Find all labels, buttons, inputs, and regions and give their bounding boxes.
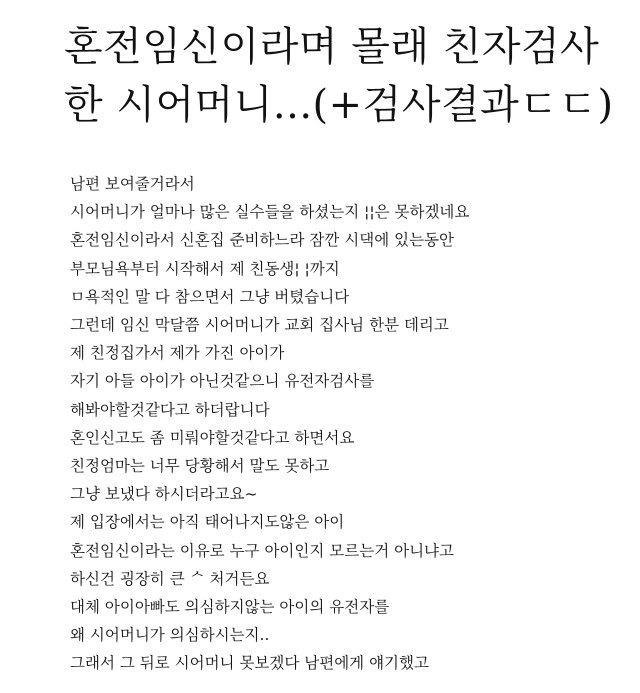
body-line: 그냥 보냈다 하시더라고요~ <box>70 485 258 504</box>
post-title <box>64 18 624 134</box>
body-line: 왜 시어머니가 의심하시는지.. <box>70 626 270 645</box>
body-line: 대체 아이아빠도 의심하지않는 아이의 유전자를 <box>70 598 390 617</box>
body-line: 그래서 그 뒤로 시어머니 못보겠다 남편에게 얘기했고 <box>70 654 429 673</box>
body-line: 시어머니가 얼마나 많은 실수들을 하셨는지 ¦¦은 못하겠네요 <box>70 203 470 222</box>
body-line: 해봐야할것같다고 하더랍니다 <box>70 400 270 419</box>
body-line: 남편 보여줄거라서 <box>70 175 195 193</box>
body-line: 친정엄마는 너무 당황해서 말도 못하고 <box>70 457 330 476</box>
body-line: 자기 아들 아이가 아닌것같으니 유전자검사를 <box>70 372 375 391</box>
body-line: 그런데 임신 막달쯤 시어머니가 교회 집사님 한분 데리고 <box>70 316 449 335</box>
body-line: 혼전임신이라는 이유로 누구 아이인지 모르는거 아니냐고 <box>70 541 454 560</box>
body-line: 혼인신고도 좀 미뤄야할것같다고 하면서요 <box>70 428 355 447</box>
body-line: 부모님욕부터 시작해서 제 친동생¦ ¦까지 <box>70 259 340 278</box>
body-line: 제 입장에서는 아직 태어나지도않은 아이 <box>70 513 345 532</box>
body-line: 하신건 굉장히 큰 ᄉ 처거든요 <box>70 569 270 588</box>
post-body <box>70 170 630 678</box>
title-line: 혼전임신이라며 몰래 친자검사 <box>64 24 600 70</box>
title-line: 한 시어머니...(+검사결과ㄷㄷ) <box>64 82 614 128</box>
body-line: 제 친정집가서 제가 가진 아이가 <box>70 344 285 363</box>
body-line: ㅁ욕적인 말 다 참으면서 그냥 버텼습니다 <box>70 287 350 306</box>
body-line: 혼전임신이라서 신혼집 준비하느라 잠깐 시댁에 있는동안 <box>70 231 454 250</box>
